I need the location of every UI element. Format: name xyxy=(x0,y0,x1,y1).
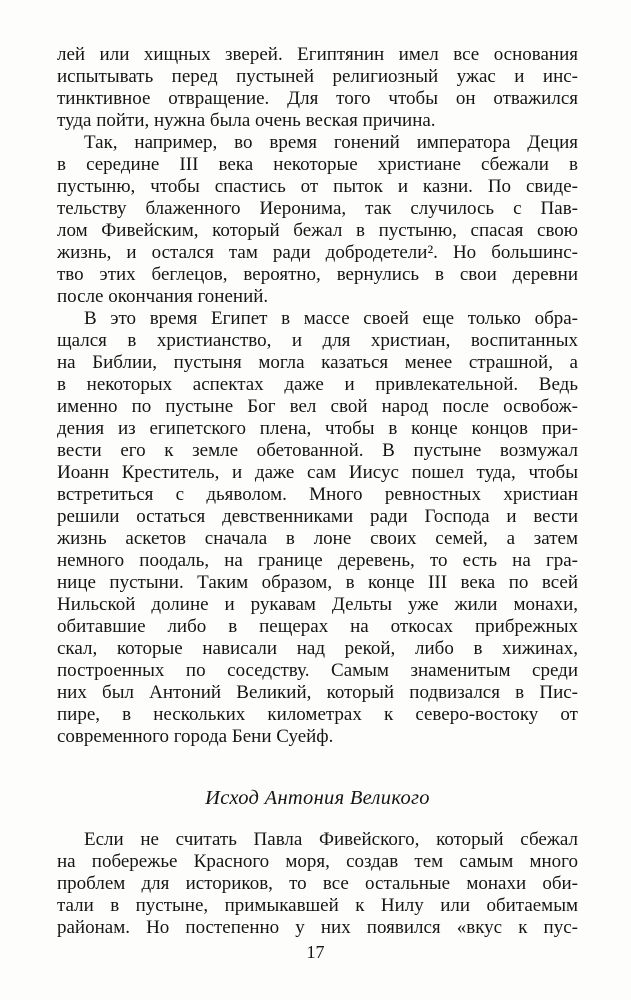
text-line: В это время Египет в массе своей еще только обра- xyxy=(84,308,578,329)
section-heading: Исход Антония Великого xyxy=(205,787,430,809)
text-line: Так, например, во время гонений императора Деция xyxy=(84,132,578,153)
text-line: Если не считать Павла Фивейского, который сбежал xyxy=(84,829,578,850)
text-line: лом Фивейским, который бежал в пустыню, спасая свою xyxy=(57,220,578,241)
text-line: тельству блаженного Иеронима, так случилось с Пав- xyxy=(57,198,578,219)
page-text xyxy=(57,44,578,939)
paragraph xyxy=(57,132,578,308)
text-line: на Библии, пустыня могла казаться менее страшной, а xyxy=(57,352,578,373)
text-line: в середине III века некоторые христиане сбежали в xyxy=(57,154,578,175)
text-line: вести его к земле обетованной. В пустыне возмужал xyxy=(57,440,578,461)
text-line: решили остаться девственниками ради Господа и вести xyxy=(57,506,578,527)
text-line: щался в христианство, и для христиан, воспитанных xyxy=(57,330,578,351)
text-line: пустыню, чтобы спастись от пыток и казни. По свиде- xyxy=(57,176,578,197)
text-line: испытывать перед пустыней религиозный ужас и инс- xyxy=(57,66,578,87)
text-line: тинктивное отвращение. Для того чтобы он отважился xyxy=(57,88,578,109)
text-line: встретиться с дьяволом. Много ревностных христиан xyxy=(57,484,578,505)
text-line: современного города Бени Суейф. xyxy=(57,726,334,747)
text-line: тали в пустыне, примыкавшей к Нилу или обитаемым xyxy=(57,895,578,916)
text-line: туда пойти, нужна была очень веская причина. xyxy=(57,110,436,131)
text-line: после окончания гонений. xyxy=(57,286,269,307)
text-line: жизнь, и остался там ради добродетели². Но большинс- xyxy=(57,242,578,263)
page-number: 17 xyxy=(306,942,325,962)
text-line: обитавшие либо в пещерах на откосах прибрежных xyxy=(57,616,578,637)
text-line: жизнь аскетов сначала в лоне своих семей, а затем xyxy=(57,528,578,549)
text-line: Нильской долине и рукавам Дельты уже жили монахи, xyxy=(57,594,578,615)
paragraph xyxy=(57,829,578,939)
text-line: на побережье Красного моря, создав тем самым много xyxy=(57,851,578,872)
text-line: лей или хищных зверей. Египтянин имел все основания xyxy=(57,44,578,65)
text-line: дения из египетского плена, чтобы в конце концов при- xyxy=(57,418,578,439)
text-line: нице пустыни. Таким образом, в конце III века по всей xyxy=(57,572,578,593)
paragraph xyxy=(57,308,578,748)
paragraph xyxy=(57,44,578,132)
text-line: районам. Но постепенно у них появился «вкус к пус- xyxy=(57,917,578,938)
text-line: пире, в нескольких километрах к северо-востоку от xyxy=(57,704,578,725)
text-line: скал, которые нависали над рекой, либо в хижинах, xyxy=(57,638,578,659)
text-line: немного поодаль, на границе деревень, то есть на гра- xyxy=(57,550,578,571)
text-line: них был Антоний Великий, который подвизался в Пис- xyxy=(57,682,578,703)
text-line: тво этих беглецов, вероятно, вернулись в свои деревни xyxy=(57,264,578,285)
text-line: Иоанн Креститель, и даже сам Иисус пошел туда, чтобы xyxy=(57,462,578,483)
text-line: именно по пустыне Бог вел свой народ после освобож- xyxy=(57,396,578,417)
text-line: проблем для историков, то все остальные монахи оби- xyxy=(57,873,578,894)
text-line: в некоторых аспектах даже и привлекательной. Ведь xyxy=(57,374,578,395)
text-line: построенных по соседству. Самым знаменитым среди xyxy=(57,660,578,681)
